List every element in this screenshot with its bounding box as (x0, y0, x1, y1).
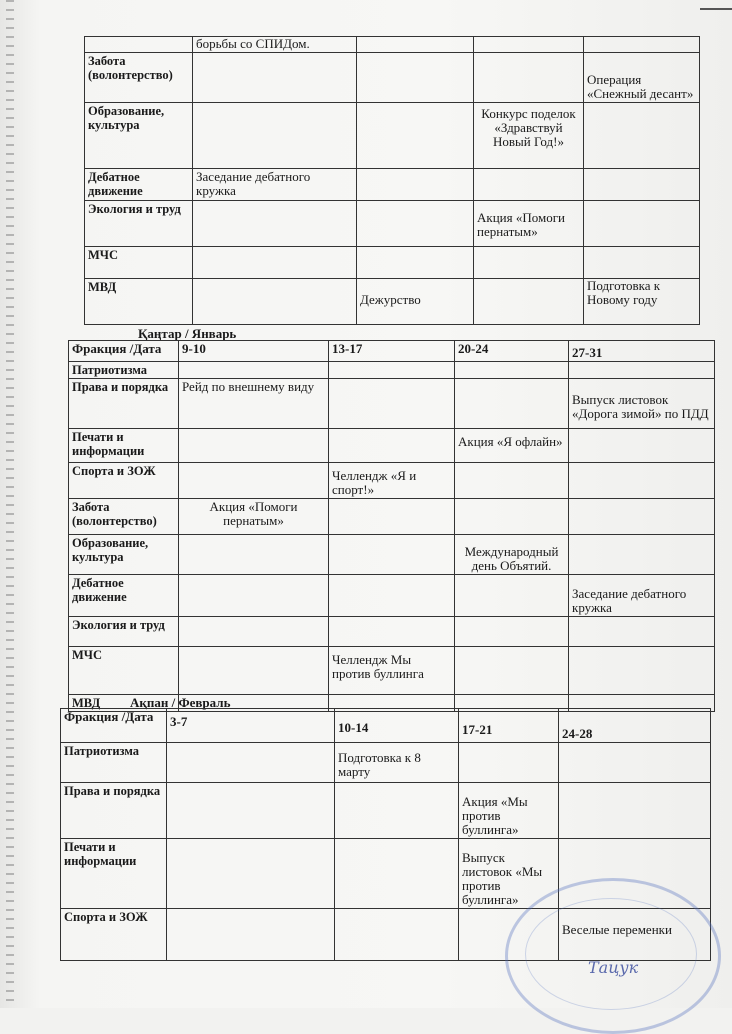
faction-label: Образование, культура (85, 103, 193, 169)
binding-holes (6, 0, 14, 1008)
faction-label: Дебатное движение (85, 169, 193, 201)
cell: Конкурс поделок «Здравствуй Новый Год!» (474, 103, 584, 169)
signature: Тацук (588, 958, 639, 977)
table-header-row (61, 709, 711, 743)
faction-label: Экология и труд (69, 617, 179, 647)
faction-label: МЧС (69, 647, 179, 695)
page-edge-line (700, 8, 732, 10)
table-row (61, 783, 711, 839)
faction-label: Патриотизма (61, 743, 167, 783)
table-row (85, 201, 700, 247)
faction-label: Патриотизма (69, 362, 179, 379)
table-row (85, 279, 700, 325)
table-row (69, 362, 715, 379)
month-title-february: Ақпан / Февраль (130, 695, 231, 710)
table-row (69, 617, 715, 647)
header-cell: 13-17 (329, 341, 455, 362)
faction-label: Экология и труд (85, 201, 193, 247)
header-cell: Фракция /Дата (61, 709, 167, 743)
header-cell: 3-7 (167, 709, 335, 743)
header-cell: 9-10 (179, 341, 329, 362)
table-december-continued (84, 36, 700, 325)
cell: Акция «Мы против буллинга» (459, 783, 559, 839)
header-cell: 17-21 (459, 709, 559, 743)
faction-label: Права и порядка (69, 379, 179, 429)
month-title-january: Қаңтар / Январь (138, 326, 237, 341)
header-cell: 10-14 (335, 709, 459, 743)
cell: Международный день Объятий. (455, 535, 569, 575)
faction-label: Печати и информации (69, 429, 179, 463)
cell: Акция «Помоги пернатым» (179, 499, 329, 535)
table-row (85, 247, 700, 279)
table-row (85, 103, 700, 169)
cell: Челлендж Мы против буллинга (329, 647, 455, 695)
faction-label: Спорта и ЗОЖ (69, 463, 179, 499)
faction-label: Права и порядка (61, 783, 167, 839)
header-cell: 27-31 (569, 341, 715, 362)
cell: Подготовка к 8 марту (335, 743, 459, 783)
cell: Веселые переменки (559, 909, 711, 961)
faction-label: МВД (85, 279, 193, 325)
cell: борьбы со СПИДом. (193, 37, 357, 53)
table-row (85, 169, 700, 201)
cell: Заседание дебатного кружка (193, 169, 357, 201)
table-header-row (69, 341, 715, 362)
faction-label: МЧС (85, 247, 193, 279)
table-row (69, 647, 715, 695)
table-row (69, 463, 715, 499)
faction-label: МВД (69, 695, 179, 712)
cell: Челлендж «Я и спорт!» (329, 463, 455, 499)
table-row (69, 379, 715, 429)
faction-label: Печати и информации (61, 839, 167, 909)
cell: Выпуск листовок «Дорога зимой» по ПДД (569, 379, 715, 429)
header-cell: 20-24 (455, 341, 569, 362)
table-row (61, 743, 711, 783)
faction-label: Спорта и ЗОЖ (61, 909, 167, 961)
header-cell: Фракция /Дата (69, 341, 179, 362)
faction-label: Забота (волонтерство) (85, 53, 193, 103)
cell: Заседание дебатного кружка (569, 575, 715, 617)
official-stamp-inner (525, 898, 697, 1010)
table-row (69, 429, 715, 463)
table-row (85, 53, 700, 103)
header-cell: 24-28 (559, 709, 711, 743)
cell: Операция «Снежный десант» (584, 53, 700, 103)
faction-label: Образование, культура (69, 535, 179, 575)
table-row (69, 535, 715, 575)
cell: Акция «Я офлайн» (455, 429, 569, 463)
cell: Акция «Помоги пернатым» (474, 201, 584, 247)
table-row (85, 37, 700, 53)
faction-label: Дебатное движение (69, 575, 179, 617)
cell: Рейд по внешнему виду (179, 379, 329, 429)
table-row (69, 499, 715, 535)
cell: Подготовка к Новому году (584, 279, 700, 325)
table-row (69, 575, 715, 617)
table-january (68, 340, 715, 712)
cell: Выпуск листовок «Мы против буллинга» (459, 839, 559, 909)
cell: Дежурство (357, 279, 474, 325)
faction-label: Забота (волонтерство) (69, 499, 179, 535)
